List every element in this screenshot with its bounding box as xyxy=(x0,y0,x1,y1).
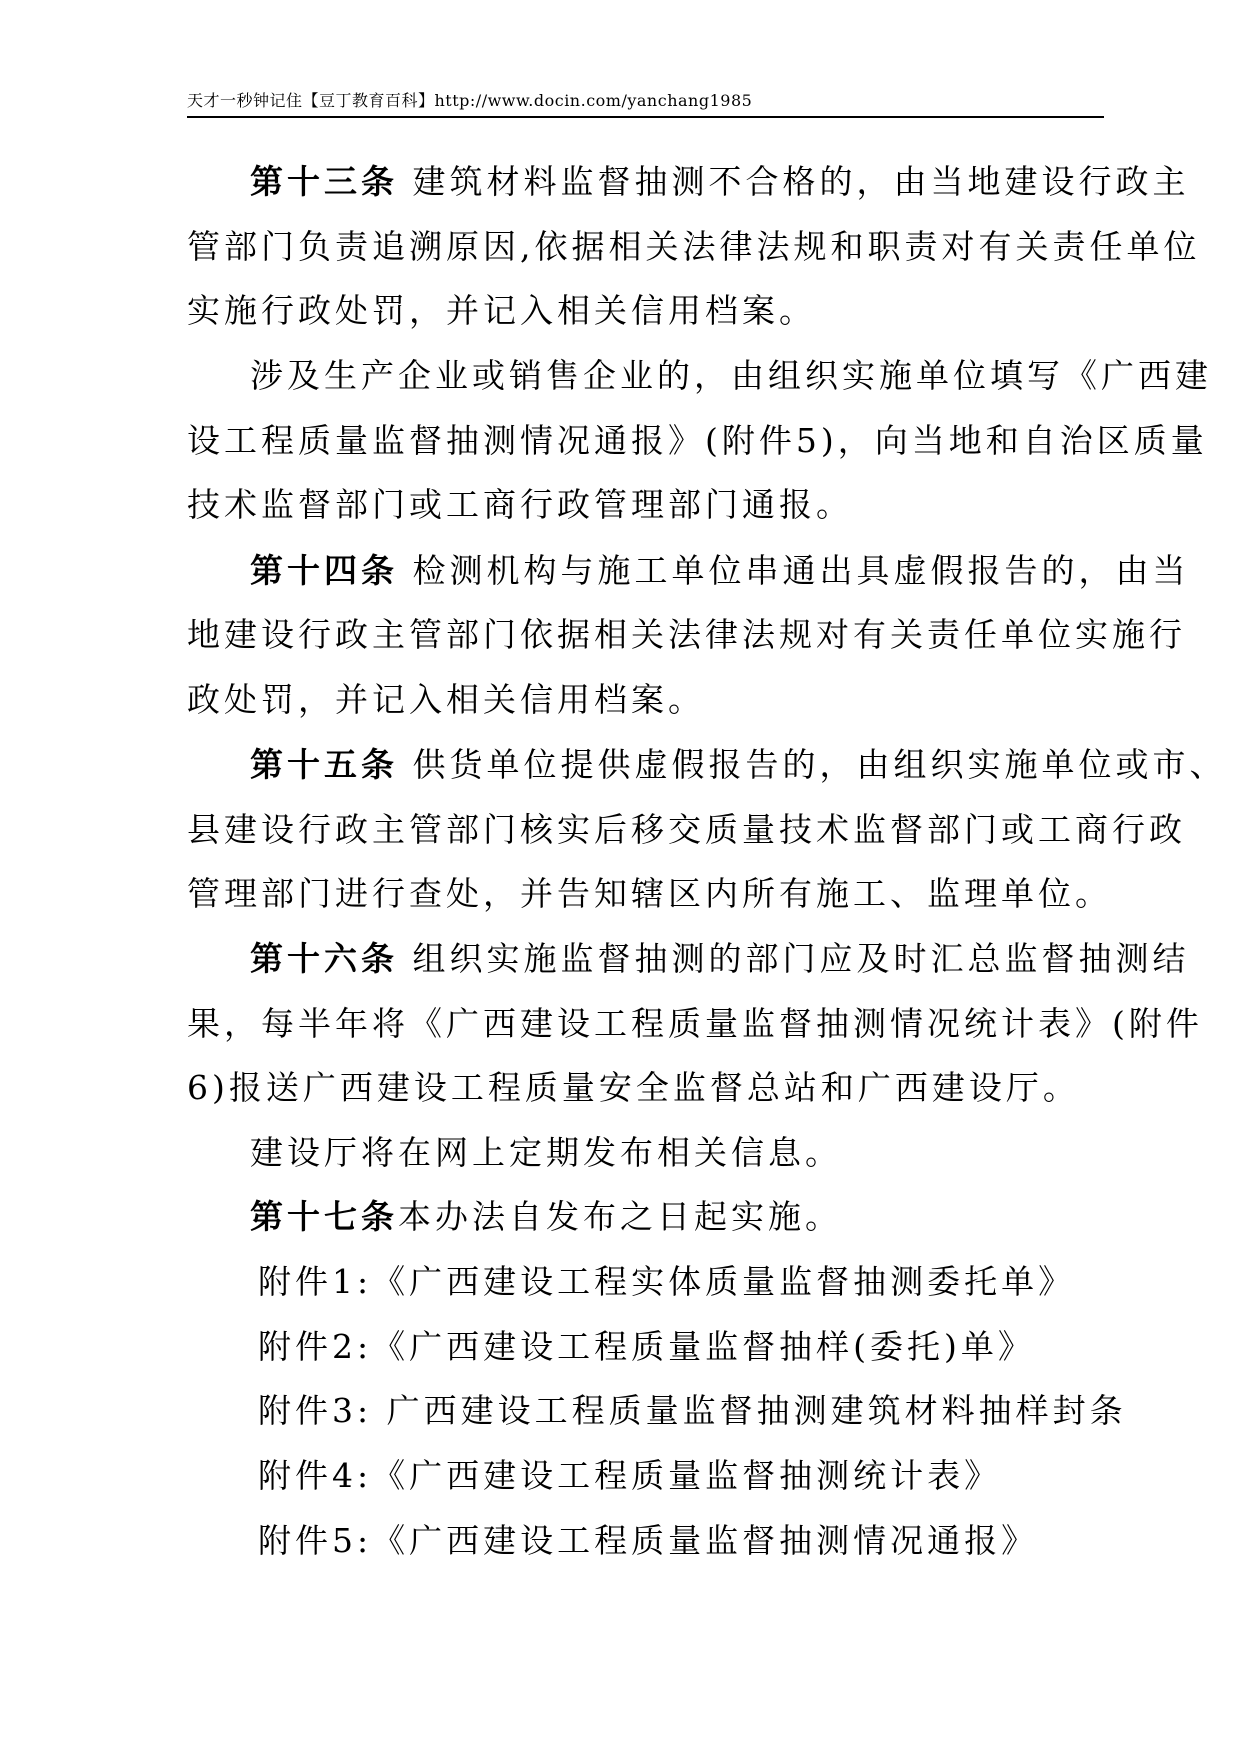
article-15-line-1: 第十五条 供货单位提供虚假报告的，由组织实施单位或市、 xyxy=(250,745,1227,784)
attachment-3: 附件3: 广西建设工程质量监督抽测建筑材料抽样封条 xyxy=(258,1391,1127,1430)
article-13-line-3: 实施行政处罚，并记入相关信用档案。 xyxy=(187,291,816,330)
article-14-line-1: 第十四条 检测机构与施工单位串通出具虚假报告的，由当 xyxy=(250,551,1190,590)
article-number: 第十四条 xyxy=(250,551,398,590)
attachment-1: 附件1:《广西建设工程实体质量监督抽测委托单》 xyxy=(258,1262,1076,1301)
article-number: 第十七条 xyxy=(250,1197,398,1236)
paragraph-line: 涉及生产企业或销售企业的，由组织实施单位填写《广西建 xyxy=(250,356,1212,395)
page-header xyxy=(187,86,1104,118)
article-15-line-3: 管理部门进行查处，并告知辖区内所有施工、监理单位。 xyxy=(187,874,1112,913)
article-15-line-2: 县建设行政主管部门核实后移交质量技术监督部门或工商行政 xyxy=(187,810,1186,849)
article-13-line-2: 管部门负责追溯原因,依据相关法律法规和职责对有关责任单位 xyxy=(187,227,1201,266)
paragraph-line: 建设厅将在网上定期发布相关信息。 xyxy=(250,1133,842,1172)
paragraph-line: 设工程质量监督抽测情况通报》(附件5)，向当地和自治区质量 xyxy=(187,421,1208,460)
article-16-line-2: 果，每半年将《广西建设工程质量监督抽测情况统计表》(附件 xyxy=(187,1004,1203,1043)
article-number: 第十六条 xyxy=(250,939,398,978)
article-16-line-1: 第十六条 组织实施监督抽测的部门应及时汇总监督抽测结 xyxy=(250,939,1190,978)
article-number: 第十五条 xyxy=(250,745,398,784)
article-number: 第十三条 xyxy=(250,162,398,201)
article-16-line-3: 6)报送广西建设工程质量安全监督总站和广西建设厅。 xyxy=(187,1068,1080,1107)
article-14-line-3: 政处罚，并记入相关信用档案。 xyxy=(187,680,705,719)
attachment-4: 附件4:《广西建设工程质量监督抽测统计表》 xyxy=(258,1456,1002,1495)
attachment-5: 附件5:《广西建设工程质量监督抽测情况通报》 xyxy=(258,1521,1039,1560)
article-13-line-1: 第十三条 建筑材料监督抽测不合格的，由当地建设行政主 xyxy=(250,162,1190,201)
paragraph-line: 技术监督部门或工商行政管理部门通报。 xyxy=(187,485,853,524)
article-17-line: 第十七条本办法自发布之日起实施。 xyxy=(250,1197,842,1236)
header-text: 天才一秒钟记住【豆丁教育百科】http://www.docin.com/yanchang1985 xyxy=(187,91,753,110)
attachment-2: 附件2:《广西建设工程质量监督抽样(委托)单》 xyxy=(258,1327,1035,1366)
article-14-line-2: 地建设行政主管部门依据相关法律法规对有关责任单位实施行 xyxy=(187,615,1186,654)
